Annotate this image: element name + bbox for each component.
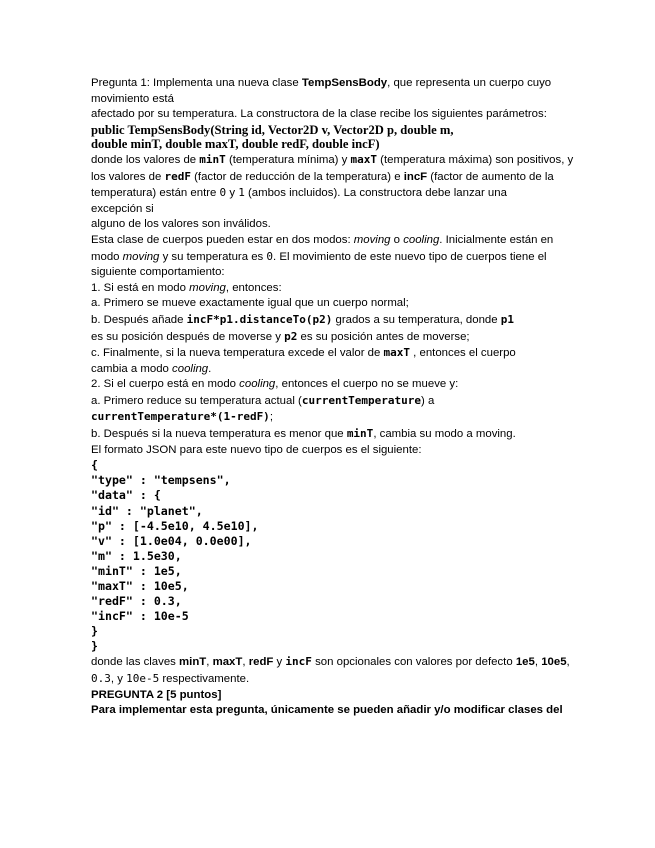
optional-keys-cont: 0.3, y 10e-5 respectivamente. <box>91 672 250 686</box>
constructor-signature-line-1: public TempSensBody(String id, Vector2D v, Vector2D p, double m, <box>91 122 454 137</box>
json-line: } <box>91 639 98 654</box>
json-line: "data" : { <box>91 488 161 503</box>
optional-keys: donde las claves minT, maxT, redF y incF son opcionales con valores por defecto 1e5, 10e5, <box>91 655 570 669</box>
q2-title: PREGUNTA 2 [5 puntos] <box>91 688 222 701</box>
json-line: } <box>91 624 98 639</box>
json-line: "minT" : 1e5, <box>91 563 182 578</box>
json-line: { <box>91 458 98 473</box>
modes-2: modo moving y su temperatura es 0. El movimiento de este nuevo tipo de cuerpos tiene el <box>91 249 547 263</box>
item-2a-cont: currentTemperature*(1-redF); <box>91 410 273 424</box>
item-1c-cont: cambia a modo cooling. <box>91 362 212 375</box>
item-1c: c. Finalmente, si la nueva temperatura excede el valor de maxT , entonces el cuerpo <box>91 346 516 360</box>
json-line: "type" : "tempsens", <box>91 473 231 488</box>
json-intro: El formato JSON para este nuevo tipo de cuerpos es el siguiente: <box>91 443 422 456</box>
json-line: "p" : [-4.5e10, 4.5e10], <box>91 518 259 533</box>
item-2: 2. Si el cuerpo está en modo cooling, entonces el cuerpo no se mueve y: <box>91 378 459 391</box>
q1-param-intro: afectado por su temperatura. La constructora de la clase recibe los siguientes parámetros: <box>91 108 547 121</box>
json-line: "incF" : 10e-5 <box>91 609 189 624</box>
json-line: "m" : 1.5e30, <box>91 548 182 563</box>
condition-1: donde los valores de minT (temperatura mínima) y maxT (temperatura máxima) son positivos, y <box>91 152 574 166</box>
item-1a: a. Primero se mueve exactamente igual que un cuerpo normal; <box>91 297 409 310</box>
item-1: 1. Si está en modo moving, entonces: <box>91 281 282 294</box>
json-line: "v" : [1.0e04, 0.0e00], <box>91 533 252 548</box>
item-2a: a. Primero reduce su temperatura actual (currentTemperature) a <box>91 393 435 407</box>
item-2b: b. Después si la nueva temperatura es menor que minT, cambia su modo a moving. <box>91 427 516 441</box>
constructor-signature-line-2: double minT, double maxT, double redF, double incF) <box>91 137 380 152</box>
item-1b: b. Después añade incF*p1.distanceTo(p2) grados a su temperatura, donde p1 <box>91 312 515 326</box>
q1-intro: Pregunta 1: Implementa una nueva clase TempSensBody, que representa un cuerpo cuyo movimiento está <box>91 77 552 105</box>
json-line: "id" : "planet", <box>91 503 203 518</box>
q2-text: Para implementar esta pregunta, únicamente se pueden añadir y/o modificar clases del <box>91 704 563 717</box>
modes-3: siguiente comportamiento: <box>91 266 225 279</box>
json-line: "maxT" : 10e5, <box>91 579 189 593</box>
class-name: TempSensBody <box>301 77 388 89</box>
condition-3: temperatura) están entre 0 y 1 (ambos incluidos). La constructora debe lanzar una excepción si <box>91 186 507 215</box>
condition-2: los valores de redF (factor de reducción de la temperatura) e incF (factor de aumento de la <box>91 169 554 183</box>
json-line: "redF" : 0.3, <box>91 594 182 609</box>
json-code-block <box>91 458 595 654</box>
condition-4: alguno de los valores son inválidos. <box>91 218 271 231</box>
modes-1: Esta clase de cuerpos pueden estar en dos modos: moving o cooling. Inicialmente están en <box>91 233 554 246</box>
item-1b-cont: es su posición después de moverse y p2 es su posición antes de moverse; <box>91 329 470 343</box>
